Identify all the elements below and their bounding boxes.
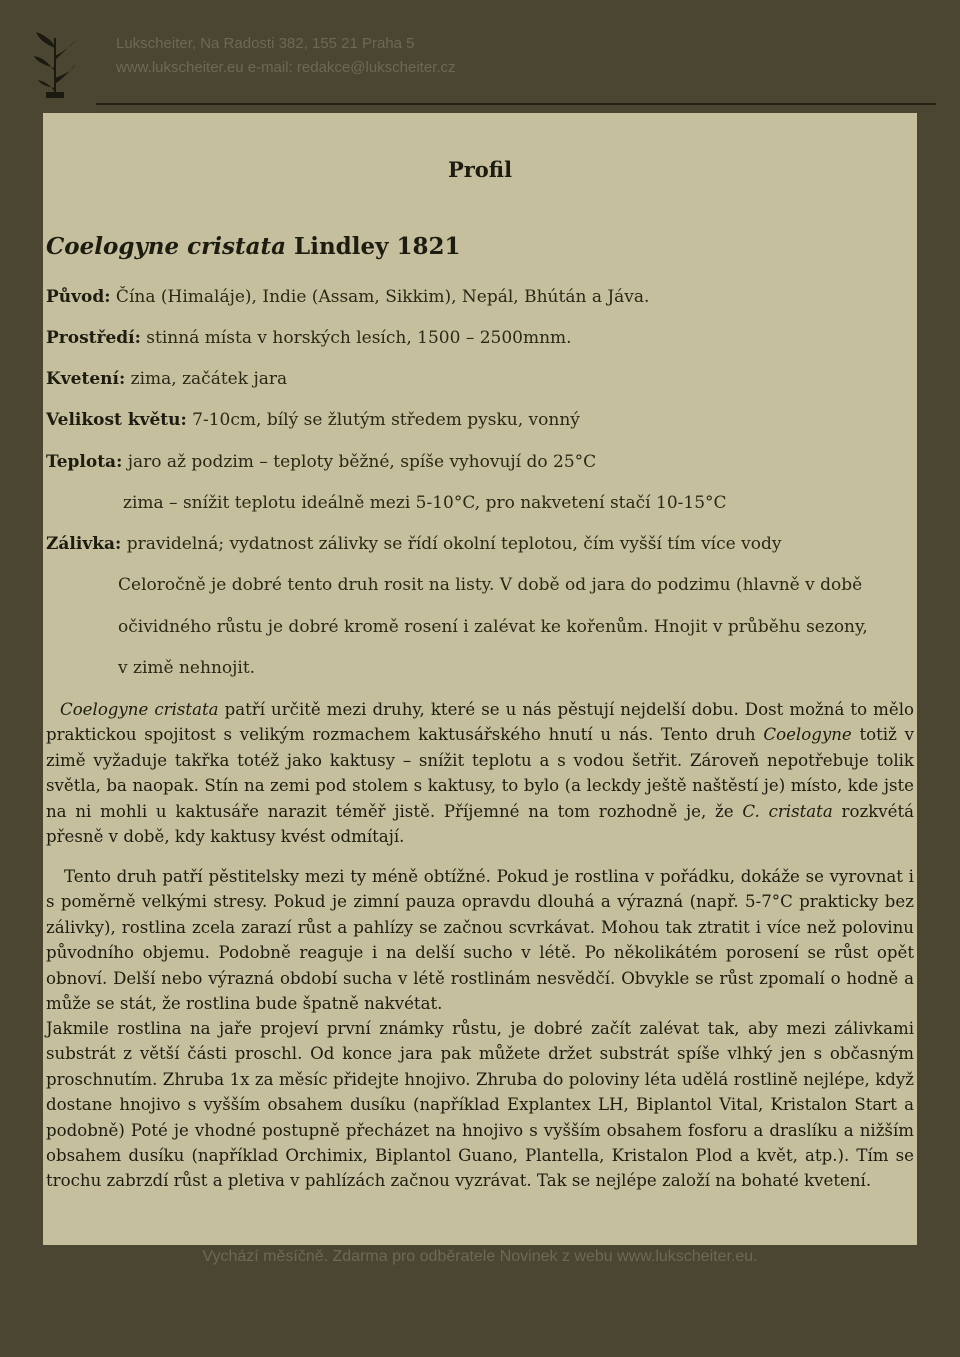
bloom-label: Kvetení: bbox=[46, 369, 126, 389]
watering-row bbox=[46, 534, 781, 554]
origin-value: Čína (Himaláje), Indie (Assam, Sikkim), Nepál, Bhútán a Jáva. bbox=[110, 287, 650, 307]
temperature-winter: zima – snížit teplotu ideálně mezi 5-10°C, pro nakvetení stačí 10-15°C bbox=[123, 493, 727, 513]
origin-row bbox=[46, 287, 649, 307]
italic-abbrev: C. cristata bbox=[742, 801, 833, 821]
paragraph-text: rozkvétá přesně v době, kdy kaktusy kvést odmítají. bbox=[46, 801, 915, 847]
page-title: Profil bbox=[447, 157, 513, 182]
footer-note: Vychází měsíčně. Zdarma pro odběratele Novinek z webu www.lukscheiter.eu. bbox=[202, 1248, 758, 1265]
species-name: Coelogyne cristata bbox=[46, 233, 287, 260]
species-heading bbox=[46, 233, 461, 260]
flower-size-row bbox=[46, 410, 580, 430]
bloom-row bbox=[46, 369, 287, 389]
paragraph-difficulty: Tento druh patří pěstitelsky mezi ty méně obtížné. Pokud je rostlina v pořádku, dokáže se vyrovnat i s poměrně velkými stresy. Pokud je zimní pauza opravdu dlouhá a výrazná (např. 5-7°C prakticky bez zálivky), rostlina zcela zarazí růst a pahlízy se začnou scvrkávat. Mohou tak ztratit i více než polovinu původního objemu. Podobně reaguje i na delší sucho v létě. Po několikátém porosení se růst opět obnoví. Delší nebo výrazná období sucha v létě rostlinám nesvědčí. Obvykle se růst zpomalí o hodně a může se stát, že rostlina bude špatně nakvétat. bbox=[46, 867, 914, 1014]
watering-line-3: očividného růstu je dobré kromě rosení i zalévat ke kořenům. Hnojit v průběhu sezony, bbox=[118, 617, 868, 637]
flower-size-label: Velikost květu: bbox=[46, 410, 187, 430]
paragraph-fertilizing: Jakmile rostlina na jaře projeví první známky růstu, je dobré začít zalévat tak, aby mezi zálivkami substrát z větší části proschl. Od konce jara pak můžete držet substrát spíše vlhký jen s občasným proschnutím. Zhruba 1x za měsíc přidejte hnojivo. Zhruba do poloviny léta udělá rostlině nejlépe, když dostane hnojivo s vyšším obsahem dusíku (například Explantex LH, Biplantol Vital, Kristalon Start a podobně) Poté je vhodné postupně přecházet na hnojivo s vyšším obsahem fosforu a draslíku a nižším obsahem dusíku (například Orchimix, Biplantol Guano, Plantella, Kristalon Plod a květ, atp.). Tím se trochu zabrzdí růst a pletiva v pahlízách začnou vyzrávat. Tak se nejlépe založí na bohaté kvetení. bbox=[46, 1019, 914, 1191]
habitat-row bbox=[46, 328, 572, 348]
header-divider bbox=[96, 103, 936, 105]
header-address: Lukscheiter, Na Radosti 382, 155 21 Praha 5 bbox=[116, 35, 415, 52]
bloom-value: zima, začátek jara bbox=[125, 369, 288, 389]
flower-size-value: 7-10cm, bílý se žlutým středem pysku, vonný bbox=[186, 410, 580, 430]
italic-species: Coelogyne cristata bbox=[60, 700, 219, 719]
plant-logo-icon bbox=[32, 28, 78, 100]
header bbox=[116, 32, 456, 80]
paragraph-text: patří určitě mezi druhy, které se u nás pěstují nejdelší dobu. Dost možná to mělo praktickou spojitost s velikým rozmachem kaktusářského hnutí u nás. Tento druh bbox=[46, 700, 914, 745]
watering-line-2: Celoročně je dobré tento druh rosit na listy. V době od jara do podzimu (hlavně v době bbox=[118, 575, 863, 595]
temperature-value: jaro až podzim – teploty běžné, spíše vyhovují do 25°C bbox=[122, 452, 597, 472]
species-author: Lindley 1821 bbox=[286, 233, 461, 260]
document-page bbox=[43, 113, 917, 1245]
origin-label: Původ: bbox=[46, 287, 111, 307]
paragraph-text: totiž v zimě vyžaduje takřka totéž jako kaktusy – snížit teplotu a s vodou šetřit. Zároveň nepotřebuje tolik světla, ba naopak. Stín na zemi pod stolem s kaktusy, to bylo (a leckdy ještě naštěstí je) místo, kde jste na ni mohli u kaktusáře narazit téměř jistě. Příjemné na tom rozhodně je, že bbox=[46, 725, 914, 821]
header-contact: www.lukscheiter.eu e-mail: redakce@lukscheiter.cz bbox=[116, 59, 456, 76]
temperature-row bbox=[46, 452, 596, 472]
habitat-value: stinná místa v horských lesích, 1500 – 2500mnm. bbox=[140, 328, 572, 348]
watering-label: Zálivka: bbox=[46, 534, 122, 554]
watering-line-4: v zimě nehnojit. bbox=[118, 658, 256, 678]
habitat-label: Prostředí: bbox=[46, 328, 141, 348]
italic-genus: Coelogyne bbox=[763, 725, 852, 745]
paragraph-history bbox=[46, 697, 914, 849]
watering-value: pravidelná; vydatnost zálivky se řídí okolní teplotou, čím vyšší tím více vody bbox=[121, 534, 782, 554]
temperature-label: Teplota: bbox=[46, 452, 123, 472]
